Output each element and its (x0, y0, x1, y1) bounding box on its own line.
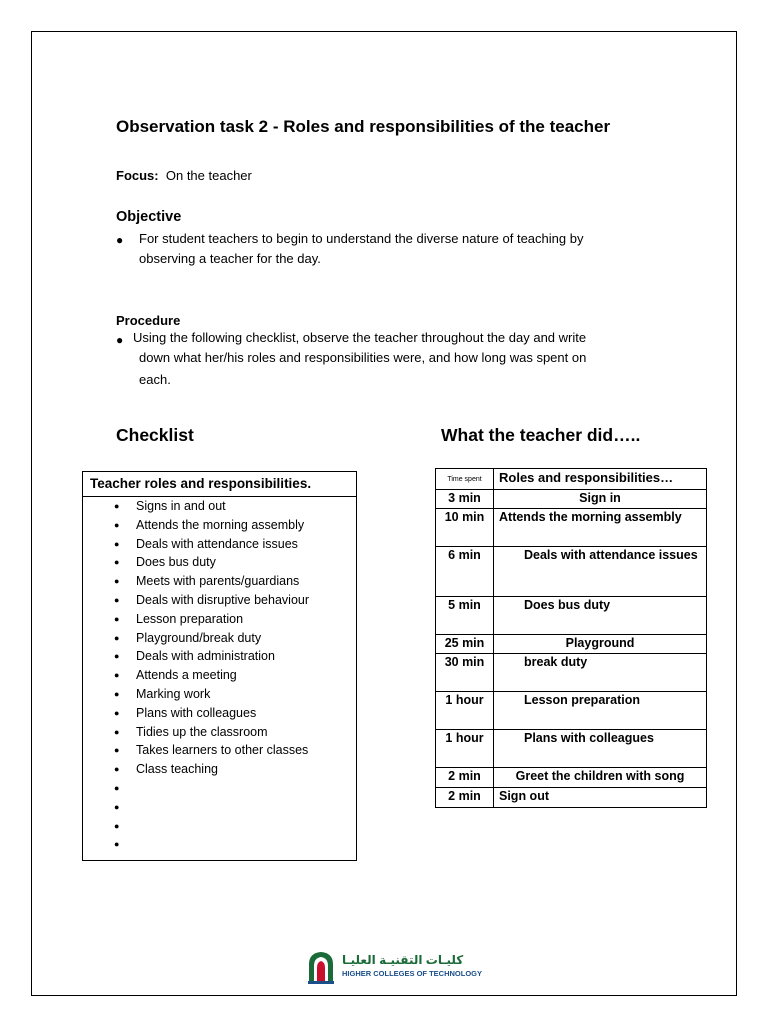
bullet-icon: ● (114, 782, 120, 793)
hct-logo (306, 950, 483, 986)
role-cell: break duty (494, 654, 707, 692)
bullet-icon: ● (114, 764, 120, 775)
table-row (436, 635, 707, 654)
checklist-item: ● Marking work (83, 685, 356, 704)
roles-header: Roles and responsibilities… (494, 469, 707, 490)
logo-arabic-text: كليـات التقنيـة العليـا (342, 953, 464, 967)
role-cell: Deals with attendance issues (494, 547, 707, 597)
bullet-icon: ● (114, 576, 120, 587)
table-row (436, 597, 707, 635)
bullet-icon: ● (114, 632, 120, 643)
time-spent-header: Time spent (436, 469, 494, 490)
procedure-bullet-icon: ● (116, 333, 124, 347)
bullet-icon: ● (114, 651, 120, 662)
bullet-icon: ● (114, 707, 120, 718)
bullet-icon: ● (114, 501, 120, 511)
checklist-heading: Checklist (116, 425, 194, 445)
role-cell: Playground (494, 635, 707, 654)
checklist-item: ● Attends the morning assembly (83, 516, 356, 535)
hct-emblem-icon (306, 950, 336, 984)
bullet-icon: ● (114, 745, 120, 756)
activity-heading: What the teacher did….. (441, 425, 641, 445)
role-cell: Plans with colleagues (494, 730, 707, 768)
table-row (436, 730, 707, 768)
time-cell: 30 min (436, 654, 494, 692)
checklist-item: ● Class teaching (83, 760, 356, 779)
checklist-items (83, 497, 356, 854)
objective-text-line2: observing a teacher for the day. (139, 251, 321, 266)
time-cell: 1 hour (436, 730, 494, 768)
checklist-item: ● Plans with colleagues (83, 704, 356, 723)
checklist-item: ● Lesson preparation (83, 610, 356, 629)
bullet-icon: ● (114, 688, 120, 699)
checklist-item (83, 817, 356, 836)
role-cell: Attends the morning assembly (494, 509, 707, 547)
checklist-item (83, 835, 356, 854)
procedure-text-line1: Using the following checklist, observe the teacher throughout the day and write (133, 330, 587, 345)
role-cell: Lesson preparation (494, 692, 707, 730)
time-cell: 2 min (436, 788, 494, 808)
procedure-heading: Procedure (116, 313, 181, 328)
table-row (436, 654, 707, 692)
time-cell: 6 min (436, 547, 494, 597)
checklist-box (82, 471, 357, 861)
bullet-icon: ● (114, 801, 120, 812)
table-header-row (436, 469, 707, 490)
procedure-text-line2: down what her/his roles and responsibilities were, and how long was spent on (139, 350, 587, 365)
table-row (436, 490, 707, 509)
focus-value: On the teacher (165, 168, 252, 183)
checklist-item: ● Deals with administration (83, 647, 356, 666)
checklist-box-title: Teacher roles and responsibilities. (83, 472, 356, 497)
time-cell: 5 min (436, 597, 494, 635)
time-cell: 25 min (436, 635, 494, 654)
time-cell: 1 hour (436, 692, 494, 730)
checklist-item: ● Takes learners to other classes (83, 741, 356, 760)
checklist-item (83, 779, 356, 798)
role-cell: Sign out (494, 788, 707, 808)
logo-english-text: HIGHER COLLEGES OF TECHNOLOGY (342, 969, 483, 978)
bullet-icon: ● (114, 519, 120, 530)
bullet-icon: ● (114, 613, 120, 624)
page-title: Observation task 2 - Roles and responsibilities of the teacher (116, 117, 611, 136)
activity-table (435, 468, 707, 808)
checklist-item: ● Attends a meeting (83, 666, 356, 685)
bullet-icon: ● (114, 538, 120, 549)
table-row (436, 509, 707, 547)
bullet-icon: ● (114, 557, 120, 568)
role-cell: Greet the children with song (494, 768, 707, 788)
role-cell: Sign in (494, 490, 707, 509)
focus-line (116, 168, 252, 183)
checklist-item: ● Signs in and out (83, 497, 356, 516)
time-cell: 2 min (436, 768, 494, 788)
table-row (436, 547, 707, 597)
bullet-icon: ● (114, 594, 120, 605)
table-row (436, 692, 707, 730)
objective-bullet-icon: ● (116, 233, 124, 247)
checklist-item: ● Deals with attendance issues (83, 535, 356, 554)
bullet-icon: ● (114, 670, 120, 681)
procedure-text-line3: each. (139, 372, 171, 387)
checklist-item: ● Meets with parents/guardians (83, 572, 356, 591)
objective-heading: Objective (116, 209, 182, 225)
focus-label: Focus: (116, 168, 159, 183)
checklist-item (83, 798, 356, 817)
time-cell: 3 min (436, 490, 494, 509)
table-row (436, 788, 707, 808)
objective-text-line1: For student teachers to begin to understand the diverse nature of teaching by (139, 231, 584, 246)
checklist-item: ● Deals with disruptive behaviour (83, 591, 356, 610)
bullet-icon: ● (114, 726, 120, 737)
checklist-item: ● Playground/break duty (83, 629, 356, 648)
checklist-item: ● Does bus duty (83, 553, 356, 572)
time-cell: 10 min (436, 509, 494, 547)
bullet-icon: ● (114, 820, 120, 831)
bullet-icon: ● (114, 839, 120, 850)
table-row (436, 768, 707, 788)
role-cell: Does bus duty (494, 597, 707, 635)
checklist-item: ● Tidies up the classroom (83, 723, 356, 742)
